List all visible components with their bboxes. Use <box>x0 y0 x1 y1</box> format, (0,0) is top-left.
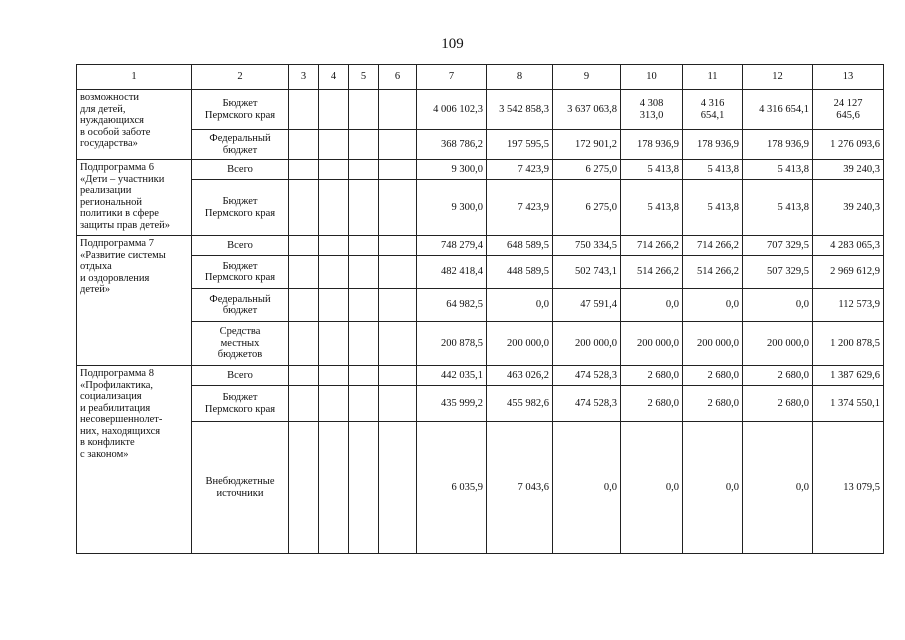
value-cell: 6 035,9 <box>417 422 487 554</box>
value-cell: 474 528,3 <box>553 386 621 422</box>
value-cell: 2 969 612,9 <box>813 256 884 289</box>
empty-cell <box>379 422 417 554</box>
value-cell: 4 316 654,1 <box>743 90 813 130</box>
empty-cell <box>379 90 417 130</box>
empty-cell <box>349 160 379 180</box>
empty-cell <box>349 180 379 236</box>
value-cell: 648 589,5 <box>487 236 553 256</box>
page-number: 109 <box>441 36 464 52</box>
value-cell: 200 878,5 <box>417 322 487 366</box>
empty-cell <box>319 236 349 256</box>
funding-source-cell: Всего <box>192 236 289 256</box>
value-cell: 714 266,2 <box>621 236 683 256</box>
funding-source-cell: Бюджет Пермского края <box>192 90 289 130</box>
value-cell: 0,0 <box>743 289 813 322</box>
value-cell: 5 413,8 <box>621 160 683 180</box>
value-cell: 200 000,0 <box>621 322 683 366</box>
value-cell: 5 413,8 <box>683 180 743 236</box>
empty-cell <box>289 236 319 256</box>
empty-cell <box>349 422 379 554</box>
value-cell: 197 595,5 <box>487 130 553 160</box>
empty-cell <box>379 289 417 322</box>
empty-cell <box>289 90 319 130</box>
value-cell: 750 334,5 <box>553 236 621 256</box>
table-row <box>77 366 884 386</box>
value-cell: 5 413,8 <box>621 180 683 236</box>
table-row <box>77 386 884 422</box>
column-header: 6 <box>379 65 417 90</box>
empty-cell <box>319 130 349 160</box>
value-cell: 5 413,8 <box>683 160 743 180</box>
value-cell: 1 387 629,6 <box>813 366 884 386</box>
value-cell: 714 266,2 <box>683 236 743 256</box>
value-cell: 4 006 102,3 <box>417 90 487 130</box>
column-header: 9 <box>553 65 621 90</box>
column-header: 8 <box>487 65 553 90</box>
value-cell: 200 000,0 <box>487 322 553 366</box>
column-header: 4 <box>319 65 349 90</box>
empty-cell <box>319 289 349 322</box>
column-header: 12 <box>743 65 813 90</box>
empty-cell <box>349 322 379 366</box>
empty-cell <box>289 289 319 322</box>
funding-source-cell: Всего <box>192 366 289 386</box>
column-header: 13 <box>813 65 884 90</box>
value-cell: 502 743,1 <box>553 256 621 289</box>
empty-cell <box>379 130 417 160</box>
program-name-cell: Подпрограмма 6 «Дети – участники реализации региональной политики в сфере защиты прав детей» <box>77 160 192 236</box>
empty-cell <box>349 130 379 160</box>
empty-cell <box>379 160 417 180</box>
value-cell: 47 591,4 <box>553 289 621 322</box>
value-cell: 463 026,2 <box>487 366 553 386</box>
empty-cell <box>289 160 319 180</box>
value-cell: 112 573,9 <box>813 289 884 322</box>
table-row <box>77 160 884 180</box>
empty-cell <box>319 366 349 386</box>
column-header: 2 <box>192 65 289 90</box>
empty-cell <box>319 160 349 180</box>
empty-cell <box>319 90 349 130</box>
funding-source-cell: Внебюджетные источники <box>192 422 289 554</box>
empty-cell <box>379 366 417 386</box>
value-cell: 200 000,0 <box>743 322 813 366</box>
column-header: 11 <box>683 65 743 90</box>
empty-cell <box>349 386 379 422</box>
value-cell: 482 418,4 <box>417 256 487 289</box>
empty-cell <box>289 256 319 289</box>
program-name-cell: возможности для детей, нуждающихся в особой заботе государства» <box>77 90 192 160</box>
value-cell: 7 423,9 <box>487 180 553 236</box>
empty-cell <box>319 386 349 422</box>
empty-cell <box>289 322 319 366</box>
value-cell: 514 266,2 <box>683 256 743 289</box>
empty-cell <box>289 130 319 160</box>
value-cell: 64 982,5 <box>417 289 487 322</box>
value-cell: 5 413,8 <box>743 180 813 236</box>
value-cell: 172 901,2 <box>553 130 621 160</box>
value-cell: 0,0 <box>743 422 813 554</box>
column-header: 10 <box>621 65 683 90</box>
value-cell: 0,0 <box>621 289 683 322</box>
funding-source-cell: Бюджет Пермского края <box>192 386 289 422</box>
value-cell: 3 637 063,8 <box>553 90 621 130</box>
table-row <box>77 90 884 130</box>
empty-cell <box>349 289 379 322</box>
value-cell: 507 329,5 <box>743 256 813 289</box>
funding-source-cell: Бюджет Пермского края <box>192 256 289 289</box>
value-cell: 0,0 <box>487 289 553 322</box>
empty-cell <box>289 366 319 386</box>
value-cell: 455 982,6 <box>487 386 553 422</box>
value-cell: 442 035,1 <box>417 366 487 386</box>
value-cell: 1 276 093,6 <box>813 130 884 160</box>
funding-source-cell: Средства местных бюджетов <box>192 322 289 366</box>
value-cell: 2 680,0 <box>621 386 683 422</box>
value-cell: 39 240,3 <box>813 180 884 236</box>
value-cell: 474 528,3 <box>553 366 621 386</box>
value-cell: 1 374 550,1 <box>813 386 884 422</box>
funding-source-cell: Бюджет Пермского края <box>192 180 289 236</box>
empty-cell <box>349 90 379 130</box>
empty-cell <box>349 366 379 386</box>
empty-cell <box>379 386 417 422</box>
value-cell: 2 680,0 <box>743 366 813 386</box>
empty-cell <box>379 236 417 256</box>
empty-cell <box>289 422 319 554</box>
value-cell: 13 079,5 <box>813 422 884 554</box>
value-cell: 178 936,9 <box>683 130 743 160</box>
value-cell: 514 266,2 <box>621 256 683 289</box>
value-cell: 2 680,0 <box>621 366 683 386</box>
empty-cell <box>379 180 417 236</box>
value-cell: 7 423,9 <box>487 160 553 180</box>
value-cell: 0,0 <box>553 422 621 554</box>
value-cell: 39 240,3 <box>813 160 884 180</box>
column-header: 7 <box>417 65 487 90</box>
funding-source-cell: Федеральный бюджет <box>192 289 289 322</box>
program-name-cell: Подпрограмма 7 «Развитие системы отдыха и оздоровления детей» <box>77 236 192 366</box>
funding-source-cell: Федеральный бюджет <box>192 130 289 160</box>
value-cell: 7 043,6 <box>487 422 553 554</box>
column-header: 5 <box>349 65 379 90</box>
column-header: 1 <box>77 65 192 90</box>
funding-source-cell: Всего <box>192 160 289 180</box>
value-cell: 748 279,4 <box>417 236 487 256</box>
empty-cell <box>379 322 417 366</box>
table-row <box>77 422 884 554</box>
table-row <box>77 256 884 289</box>
value-cell: 9 300,0 <box>417 180 487 236</box>
empty-cell <box>319 322 349 366</box>
value-cell: 2 680,0 <box>743 386 813 422</box>
empty-cell <box>379 256 417 289</box>
empty-cell <box>289 386 319 422</box>
value-cell: 707 329,5 <box>743 236 813 256</box>
empty-cell <box>289 180 319 236</box>
value-cell: 0,0 <box>683 422 743 554</box>
value-cell: 2 680,0 <box>683 366 743 386</box>
value-cell: 5 413,8 <box>743 160 813 180</box>
budget-table <box>76 64 884 554</box>
value-cell: 178 936,9 <box>621 130 683 160</box>
column-header: 3 <box>289 65 319 90</box>
empty-cell <box>319 422 349 554</box>
table-row <box>77 236 884 256</box>
value-cell: 435 999,2 <box>417 386 487 422</box>
value-cell: 0,0 <box>683 289 743 322</box>
value-cell: 2 680,0 <box>683 386 743 422</box>
value-cell: 1 200 878,5 <box>813 322 884 366</box>
table-row <box>77 322 884 366</box>
table-row <box>77 289 884 322</box>
value-cell: 4 283 065,3 <box>813 236 884 256</box>
value-cell: 448 589,5 <box>487 256 553 289</box>
empty-cell <box>319 256 349 289</box>
value-cell: 4 308 313,0 <box>621 90 683 130</box>
value-cell: 4 316 654,1 <box>683 90 743 130</box>
value-cell: 3 542 858,3 <box>487 90 553 130</box>
value-cell: 6 275,0 <box>553 180 621 236</box>
value-cell: 0,0 <box>621 422 683 554</box>
value-cell: 368 786,2 <box>417 130 487 160</box>
value-cell: 178 936,9 <box>743 130 813 160</box>
value-cell: 6 275,0 <box>553 160 621 180</box>
empty-cell <box>349 256 379 289</box>
value-cell: 200 000,0 <box>683 322 743 366</box>
value-cell: 9 300,0 <box>417 160 487 180</box>
empty-cell <box>319 180 349 236</box>
value-cell: 200 000,0 <box>553 322 621 366</box>
program-name-cell: Подпрограмма 8 «Профилактика, социализация и реабилитация несовершеннолет- них, находящихся в конфликте с законом» <box>77 366 192 554</box>
table-row <box>77 130 884 160</box>
header-row <box>77 65 884 90</box>
value-cell: 24 127 645,6 <box>813 90 884 130</box>
table-row <box>77 180 884 236</box>
empty-cell <box>349 236 379 256</box>
